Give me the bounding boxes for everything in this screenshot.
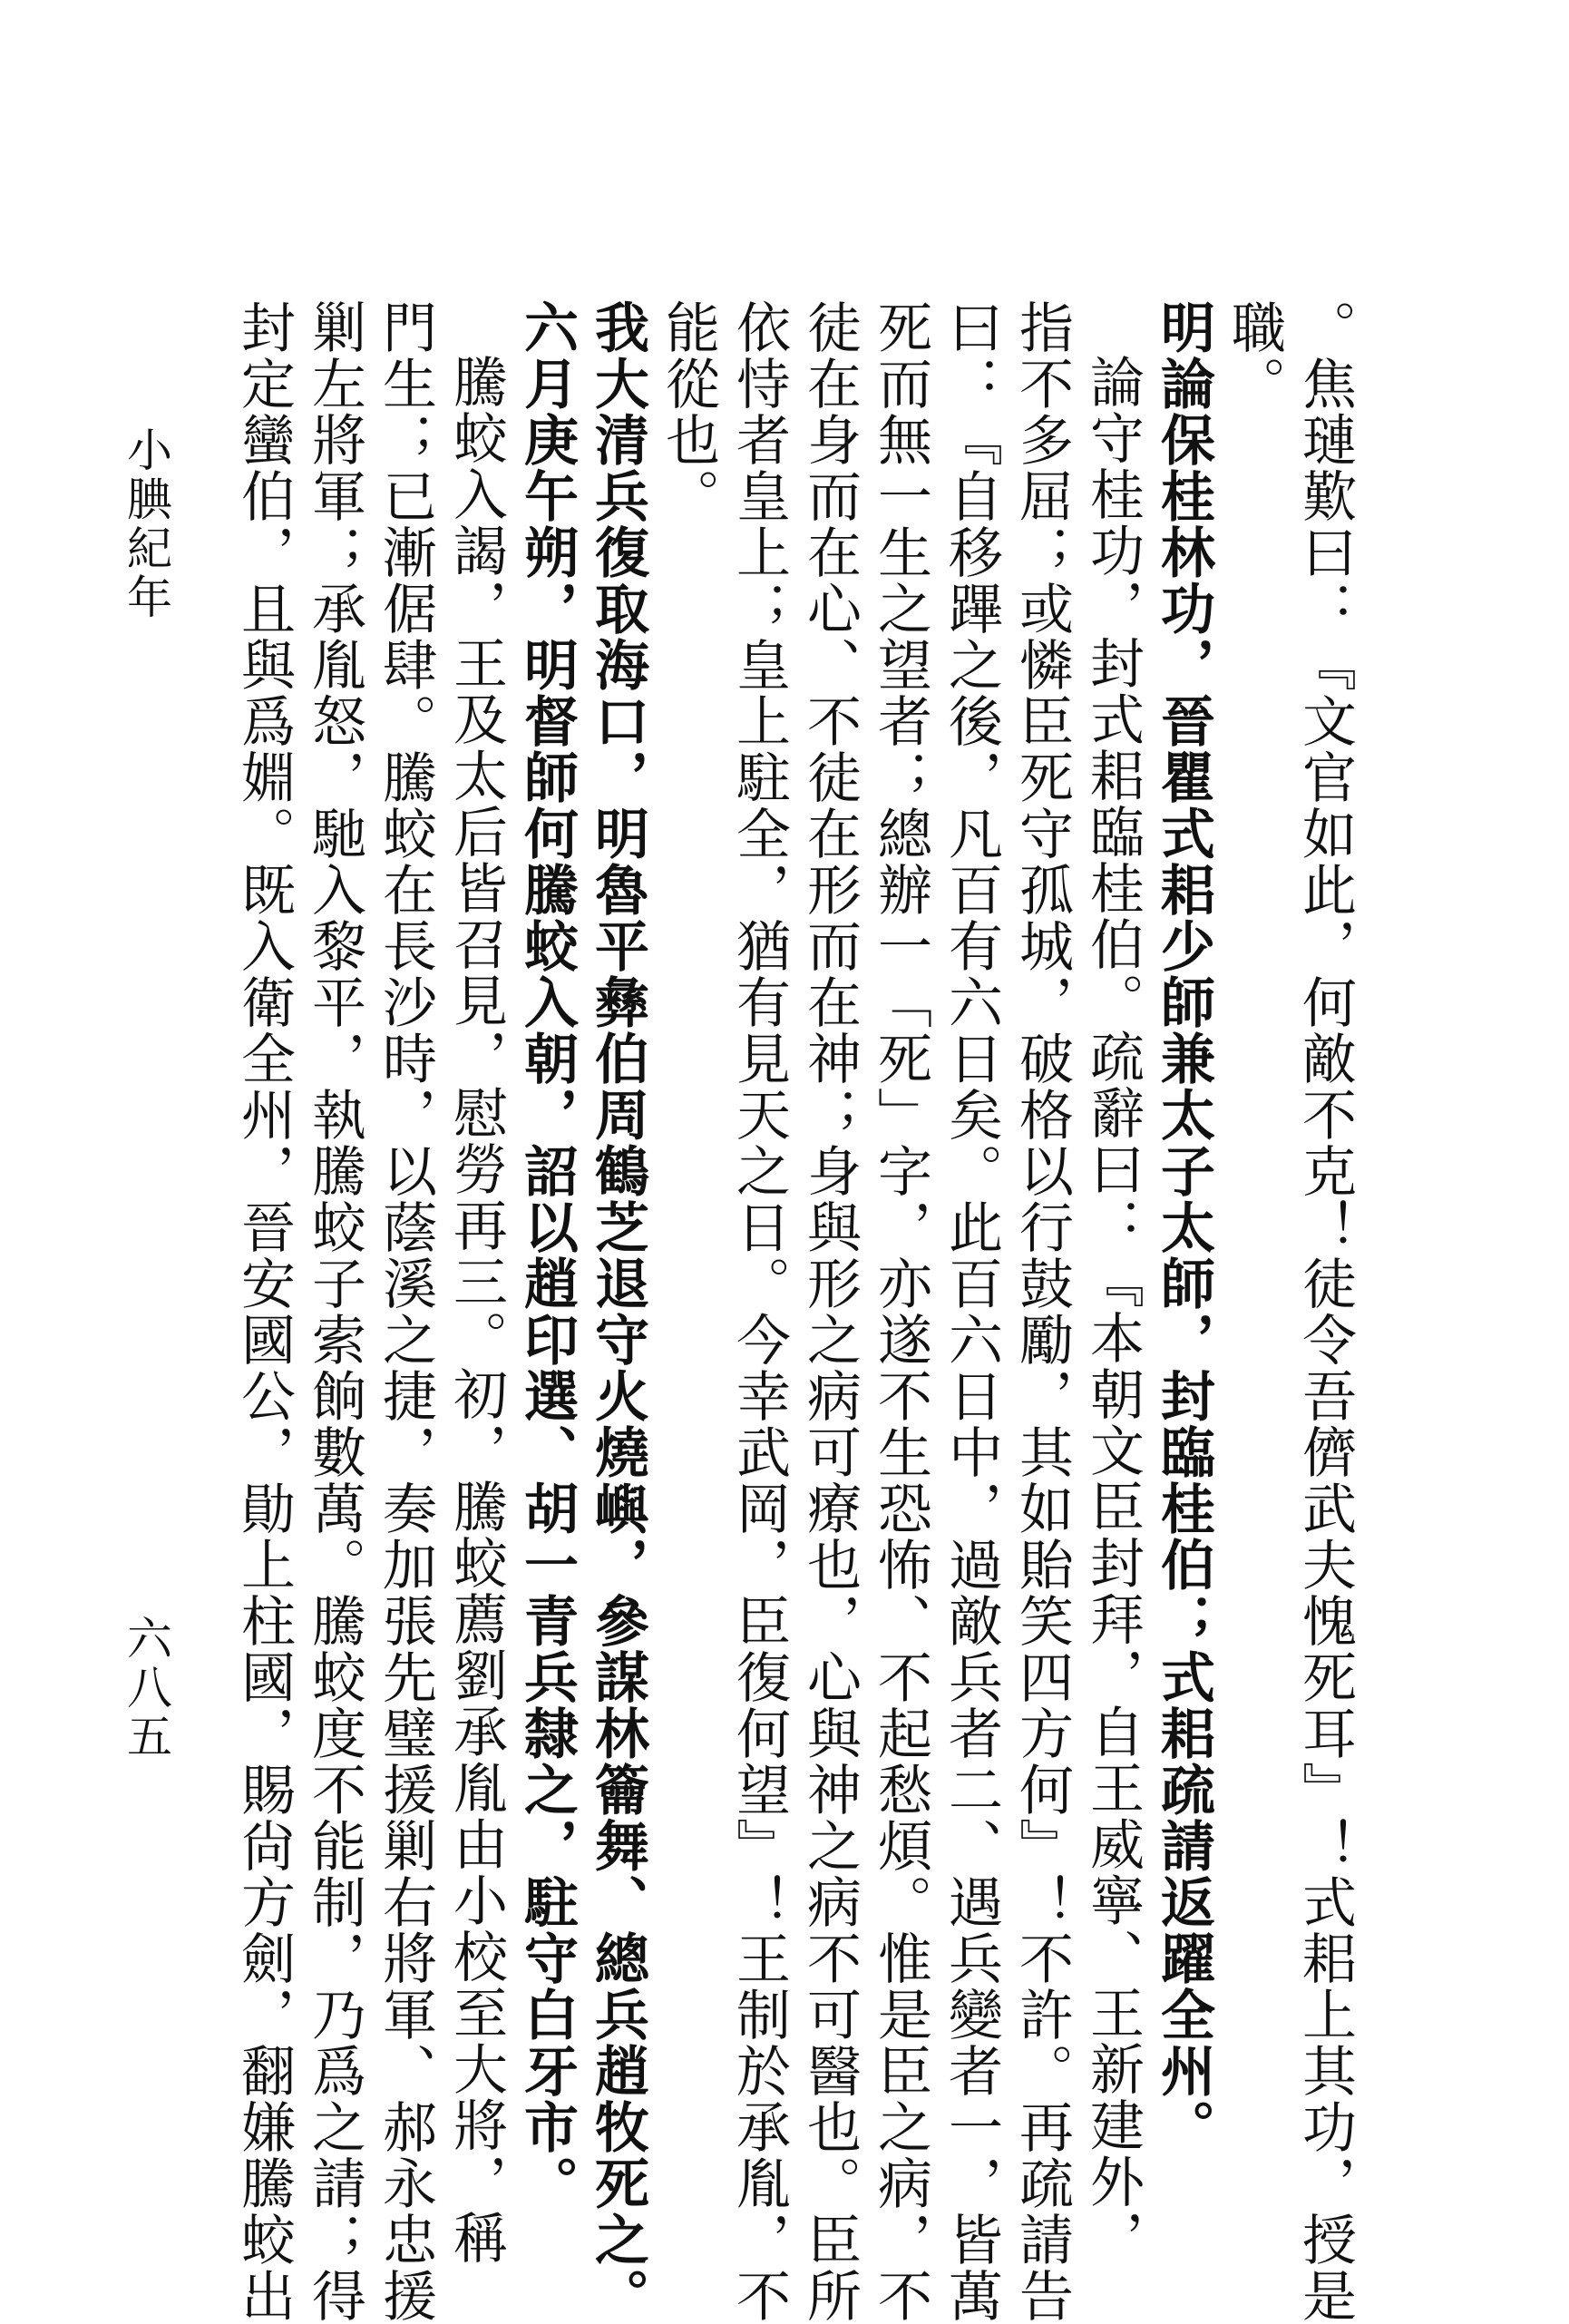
page-number: 六八五	[120, 1615, 172, 1762]
main-text-block	[229, 299, 1360, 2324]
text-column: 徒在身而在心、不徒在形而在神；身與形之病可療也，心與神之病不可醫也。臣所	[798, 299, 862, 2324]
text-column: 能從也。	[657, 299, 720, 524]
text-column: 死而無一生之望者；總辦一「死」字，亦遂不生恐怖、不起愁煩。惟是臣之病，不	[869, 299, 932, 2324]
text-column: 剿左將軍；承胤怒，馳入黎平，執騰蛟子索餉數萬。騰蛟度不能制，乃爲之請；得	[303, 299, 366, 2324]
heading-column: 我大清兵復取海口，明魯平彝伯周鶴芝退守火燒嶼，參謀林籥舞、總兵趙牧死之。	[586, 299, 649, 2324]
text-column: 論守桂功，封式耜臨桂伯。疏辭曰：『本朝文臣封拜，自王威寧、王新建外，	[1081, 354, 1145, 2266]
running-book-title: 小腆紀年	[120, 426, 172, 622]
text-column: 封定蠻伯，且與爲婣。既入衛全州，晉安國公，勛上柱國，賜尙方劍，翻嫌騰蛟出	[232, 299, 296, 2324]
heading-column: 明論保桂林功，晉瞿式耜少師兼太子太師，封臨桂伯；式耜疏請返躍全州。	[1152, 299, 1215, 2155]
text-column: 曰：『自移蹕之後，凡百有六日矣。此百六日中，過敵兵者二、遇兵變者一，皆萬	[940, 299, 1003, 2324]
text-column: 指不多屈；或憐臣死守孤城，破格以行鼓勵，其如貽笑四方何』！不許。再疏請告	[1010, 299, 1074, 2324]
text-column: 依恃者皇上；皇上駐全，猶有見天之日。今幸武岡，臣復何望』！王制於承胤，不	[727, 299, 791, 2324]
text-column: 騰蛟入謁，王及太后皆召見，慰勞再三。初，騰蛟薦劉承胤由小校至大將，稱	[444, 354, 508, 2266]
text-column: 職。	[1223, 299, 1286, 412]
text-column: 。焦璉歎曰：『文官如此，何敵不克！徒令吾儕武夫愧死耳』！式耜上其功，授是	[1293, 299, 1357, 2324]
text-column: 門生；已漸倨肆。騰蛟在長沙時，以蔭溪之捷，奏加張先璧援剿右將軍、郝永忠援	[374, 299, 437, 2324]
heading-column: 六月庚午朔，明督師何騰蛟入朝，詔以趙印選、胡一青兵隸之，駐守白牙市。	[515, 299, 579, 2212]
